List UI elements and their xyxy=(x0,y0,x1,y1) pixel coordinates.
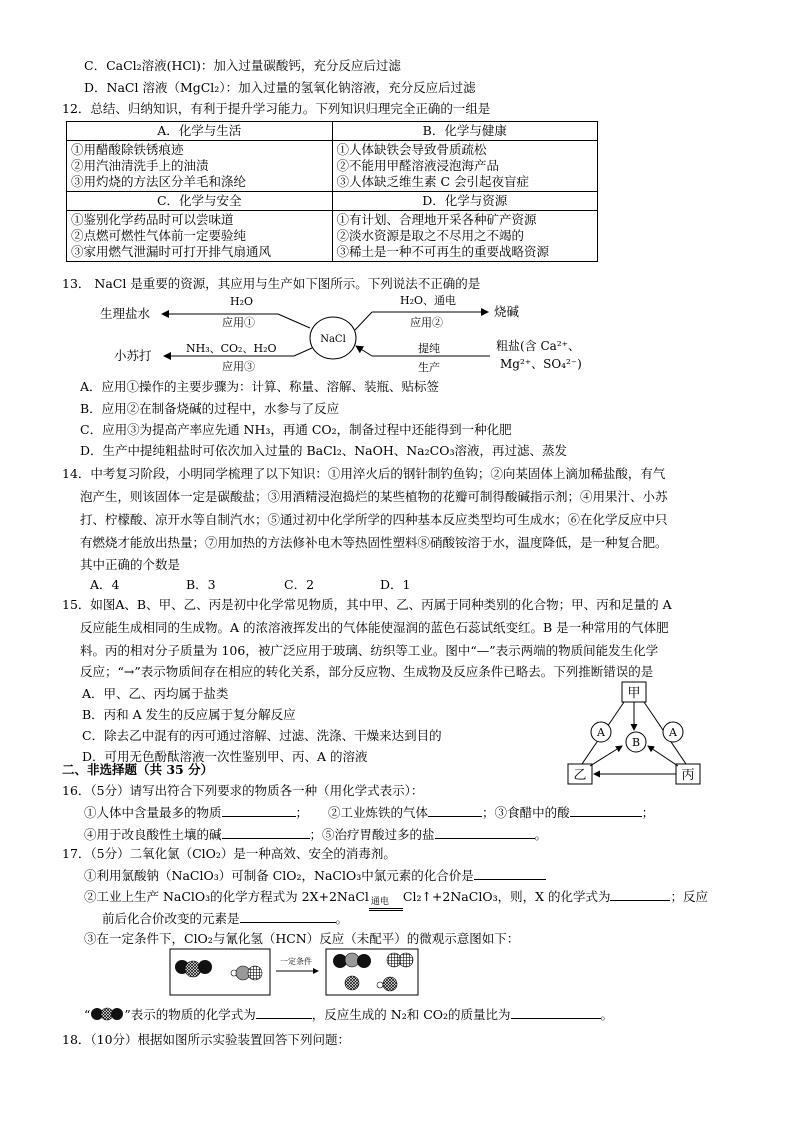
section-2-heading: 二、非选择题（共 35 分） xyxy=(62,762,214,777)
q17-part-2b xyxy=(102,910,348,927)
q12-d-item: ③稀土是一种不可再生的重要战略资源 xyxy=(336,244,550,259)
q16-p5: ⑤治疗胃酸过多的盐 xyxy=(322,827,435,842)
q12-c-item: ③家用燃气泄漏时可打开排气扇通风 xyxy=(71,244,272,259)
hcn-n xyxy=(248,966,262,980)
use2-label: 应用② xyxy=(410,316,443,329)
arrow-from-crude-tip xyxy=(356,346,372,356)
baking-label: 小苏打 xyxy=(114,348,152,363)
arrow-to-baking-junction xyxy=(294,348,312,356)
q13-option-a: A．应用①操作的主要步骤为：计算、称量、溶解、装瓶、贴标签 xyxy=(80,379,440,394)
label-a-right: A xyxy=(669,726,677,739)
q17-part-1 xyxy=(84,867,546,884)
q12-stem: 12．总结、归纳知识，有利于提升学习能力。下列知识归理完全正确的一组是 xyxy=(62,101,491,116)
q14-option-c: C．2 xyxy=(284,577,315,592)
q14-line: 14．中考复习阶段，小明同学梳理了以下知识：①用淬火后的钢针制钓鱼钩；②向某固体上滴加稀盐酸，有气 xyxy=(62,466,666,481)
q14-option-b: B．3 xyxy=(186,577,216,592)
q12-c-items xyxy=(67,211,333,262)
label-yi: 乙 xyxy=(573,768,587,783)
prod-hcl xyxy=(345,976,359,990)
q17-stem: 17．（5分）二氧化氯（ClO₂）是一种高效、安全的消毒剂。 xyxy=(62,846,396,861)
produce-label: 生产 xyxy=(418,361,440,374)
q16-blank-3[interactable] xyxy=(570,804,642,817)
q16-p1: ①人体中含量最多的物质 xyxy=(84,805,222,820)
q12-b-item: ③人体缺乏维生素 C 会引起夜盲症 xyxy=(336,174,530,189)
arrow-to-caustic-junction xyxy=(355,312,372,330)
q16-row-1 xyxy=(84,804,654,821)
q15-option-d: D．可用无色酚酞溶液一次性鉴别甲、丙、A 的溶液 xyxy=(82,749,368,764)
q17-close-quote: ”表示的物质的化学式为 xyxy=(124,1007,256,1022)
q16-p4: ④用于改良酸性土壤的碱 xyxy=(84,827,222,842)
q12-c-item: ①鉴别化学药品时可以尝味道 xyxy=(71,212,234,227)
q16-blank-1[interactable] xyxy=(222,804,296,817)
label-jia: 甲 xyxy=(627,686,641,701)
q16-stem: 16．（5分）请写出符合下列要求的物质各一种（用化学式表示）： xyxy=(62,783,424,798)
q14-line: 打、柠檬酸、凉开水等自制汽水；⑤通过初中化学所学的四种基本反应类型均可生成水；⑥在化学反应中只 xyxy=(80,512,668,527)
q15-option-a: A．甲、乙、丙均属于盐类 xyxy=(82,686,229,701)
q15-line: 反应；“→”表示物质间存在相应的转化关系，部分反应物、生成物及反应条件已略去。下列推断错误的是 xyxy=(80,664,654,679)
q17-blank-1[interactable] xyxy=(474,867,546,880)
q16-semi: ； xyxy=(295,805,309,820)
q13-nacl-diagram xyxy=(0,290,794,378)
prod-h xyxy=(377,982,383,988)
h2o-elec-label: H₂O、通电 xyxy=(400,294,457,307)
purify-label: 提纯 xyxy=(418,342,440,355)
arrow-to-saline xyxy=(278,314,310,328)
q12-d-items xyxy=(332,211,598,262)
q17-part-3: ③在一定条件下，ClO₂与氰化氢（HCN）反应（未配平）的微观示意图如下： xyxy=(84,931,520,946)
q17-p2d: 前后化合价改变的元素是 xyxy=(102,911,240,926)
crude-label-1: 粗盐(含 Ca²⁺、 xyxy=(496,339,580,353)
q15-line: 料。丙的相对分子质量为 106，被广泛应用于玻璃、纺织等工业。图中“—”表示两端的物质间能发生化学 xyxy=(80,643,659,658)
q17-blank-2[interactable] xyxy=(610,888,670,901)
q14-line: 其中正确的个数是 xyxy=(80,557,181,572)
q12-d-item: ②淡水资源是取之不尽用之不竭的 xyxy=(336,228,525,243)
q12-a-item: ①用醋酸除铁锈痕迹 xyxy=(71,142,184,157)
label-bing: 丙 xyxy=(681,768,695,783)
q15-relation-diagram xyxy=(560,678,710,790)
q17-inline-molecule-icon xyxy=(90,1007,124,1021)
q17-blank-4[interactable] xyxy=(256,1006,312,1019)
use1-label: 应用① xyxy=(222,316,255,329)
q15-line: 15．如图A、B、甲、乙、丙是初中化学常见物质，其中甲、乙、丙属于同种类别的化合物；甲、丙和足量的 A xyxy=(62,597,672,612)
q17-p2c: ；反应 xyxy=(670,889,708,904)
q14-line: 泡产生，则该固体一定是碳酸盐；③用酒精浸泡捣烂的某些植物的花瓣可制得酸碱指示剂；④用果汁、小苏 xyxy=(80,489,668,504)
h2o-label: H₂O xyxy=(230,295,254,308)
q13-stem: 13． NaCl 是重要的资源，其应用与生产如下图所示。下列说法不正确的是 xyxy=(62,276,481,291)
q16-semi: ； xyxy=(309,827,323,842)
q16-blank-5[interactable] xyxy=(435,826,535,839)
q12-c-item: ②点燃可燃性气体前一定要验纯 xyxy=(71,228,247,243)
q16-row-2 xyxy=(84,826,547,843)
q16-semi: ； xyxy=(641,805,655,820)
q15-line: 反应能生成相同的生成物。A 的浓溶液挥发出的气体能使湿润的蓝色石蕊试纸变红。B 是一种常用的气体肥 xyxy=(80,620,669,635)
prod-o2 xyxy=(357,954,371,968)
arrow-yi-b xyxy=(590,746,622,766)
q13-option-d: D．生产中提纯粗盐时可依次加入过量的 BaCl₂、NaOH、Na₂CO₃溶液，再过滤、蒸发 xyxy=(80,443,567,458)
nacl-label: NaCl xyxy=(320,334,346,345)
q16-p2: ②工业炼铁的气体 xyxy=(328,805,429,820)
q12-d-item: ①有计划、合理地开采各种矿产资源 xyxy=(336,212,537,227)
arrow-bing-b xyxy=(648,746,678,766)
q14-option-d: D．1 xyxy=(380,577,411,592)
q12-a-items xyxy=(67,141,333,192)
prod-n2 xyxy=(399,953,413,967)
saline-label: 生理盐水 xyxy=(100,306,151,321)
q17-micro-diagram xyxy=(168,947,420,999)
q15-option-b: B．丙和 A 发生的反应属于复分解反应 xyxy=(82,707,296,722)
q17-p1: ①利用氯酸钠（NaClO₃）可制备 ClO₂，NaClO₃中氯元素的化合价是 xyxy=(84,868,474,883)
q17-blank-5[interactable] xyxy=(511,1006,601,1019)
label-b: B xyxy=(631,736,641,749)
q12-a-title: A．化学与生活 xyxy=(67,122,333,141)
q16-blank-2[interactable] xyxy=(428,804,482,817)
q12-b-item: ②不能用甲醛溶液浸泡海产品 xyxy=(336,158,500,173)
q16-blank-4[interactable] xyxy=(222,826,310,839)
q17-period-2: 。 xyxy=(600,1007,614,1022)
q12-a-item: ③用灼烧的方法区分羊毛和涤纶 xyxy=(71,174,247,189)
q14-line: 有燃烧才能放出热量；⑦用加热的方法修补电木等热固性塑料⑧硝酸铵溶于水，温度降低，是一种复合肥。 xyxy=(80,535,668,550)
clo2-o-right xyxy=(198,960,212,974)
q16-period: 。 xyxy=(534,827,548,842)
q12-b-item: ①人体缺铁会导致骨质疏松 xyxy=(336,142,487,157)
q12-d-title: D．化学与资源 xyxy=(332,192,598,211)
q18-stem: 18．（10分）根据如图所示实验装置回答下列问题： xyxy=(62,1032,351,1047)
q11-option-d: D．NaCl 溶液（MgCl₂）：加入过量的氢氧化钠溶液，充分反应后过滤 xyxy=(84,80,476,95)
q17-open-quote: “ xyxy=(84,1007,91,1022)
prod-c xyxy=(345,953,359,967)
q12-b-items xyxy=(332,141,598,192)
q12-knowledge-table xyxy=(66,121,598,262)
use3-label: 应用③ xyxy=(222,360,255,373)
condition-label: 一定条件 xyxy=(280,957,312,966)
q12-a-item: ②用汽油清洗手上的油渍 xyxy=(71,158,209,173)
reagents3-label: NH₃、CO₂、H₂O xyxy=(186,342,277,355)
label-a-left: A xyxy=(597,726,605,739)
q15-option-c: C．除去乙中混有的丙可通过溶解、过滤、洗涤、干燥来达到目的 xyxy=(82,728,442,743)
q17-cond-label: 通电 xyxy=(370,897,389,907)
q12-b-title: B．化学与健康 xyxy=(332,122,598,141)
q17-p2b: Cl₂↑+2NaClO₃，则，X 的化学式为 xyxy=(402,889,611,904)
q13-option-c: C．应用③为提高产率应先通 NH₃，再通 CO₂，制备过程中还能得到一种化肥 xyxy=(80,422,512,437)
q14-option-a: A．4 xyxy=(90,577,120,592)
crude-label-2: Mg²⁺、SO₄²⁻) xyxy=(500,357,582,371)
q16-p3: ③食醋中的酸 xyxy=(494,805,570,820)
q17-p2a: ②工业上生产 NaClO₃的化学方程式为 2X+2NaCl xyxy=(84,889,369,904)
prod-cl xyxy=(383,977,397,991)
q17-blank-3[interactable] xyxy=(240,910,336,923)
q17-part-3-answer xyxy=(84,1006,613,1023)
q16-semi: ； xyxy=(482,805,495,820)
q11-option-c: C．CaCl₂溶液(HCl)：加入过量碳酸钙，充分反应后过滤 xyxy=(84,58,401,73)
q17-period: 。 xyxy=(335,911,349,926)
q12-c-title: C．化学与安全 xyxy=(67,192,333,211)
q17-mid: ，反应生成的 N₂和 CO₂的质量比为 xyxy=(311,1007,511,1022)
q13-option-b: B．应用②在制备烧碱的过程中，水参与了反应 xyxy=(80,401,340,416)
caustic-label: 烧碱 xyxy=(494,304,520,319)
q17-part-2 xyxy=(84,888,708,905)
